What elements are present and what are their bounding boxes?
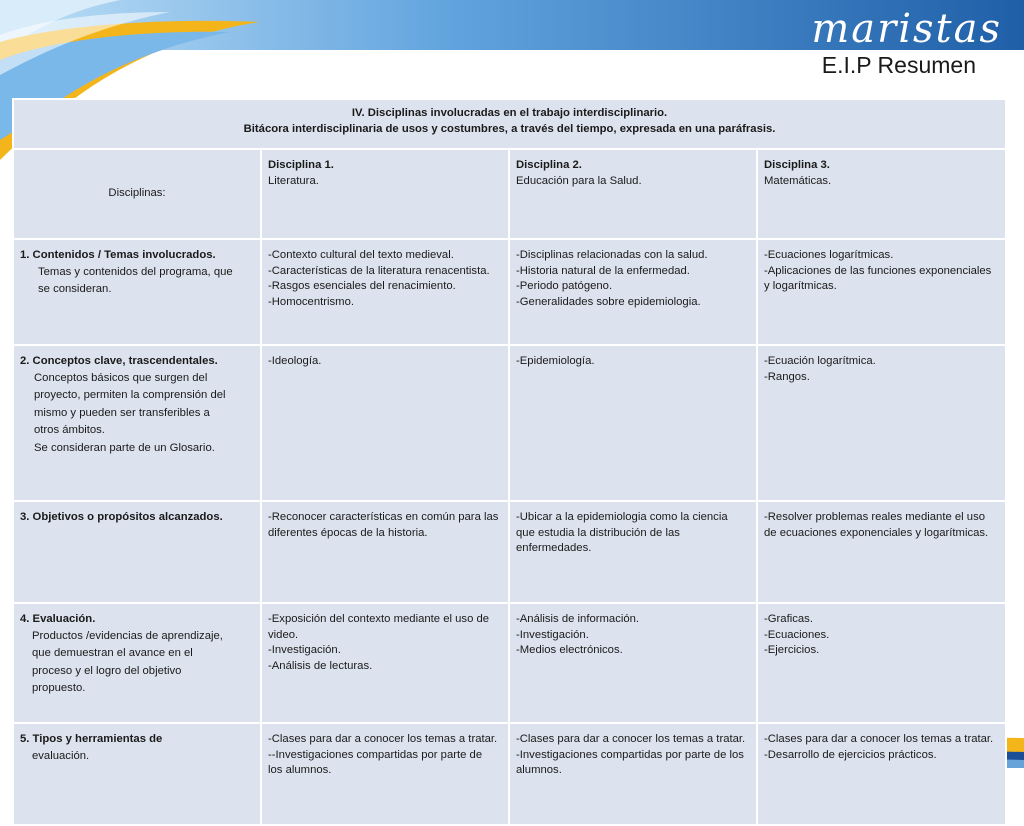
row-label-cell xyxy=(13,239,261,345)
discipline-1-cell xyxy=(261,603,509,723)
discipline-3-subject: Matemáticas. xyxy=(764,174,832,187)
discipline-3-cell xyxy=(757,723,1006,825)
cell-line: alumnos. xyxy=(516,764,562,776)
cell-line: que estudia la distribución de las xyxy=(516,526,680,539)
cell-line: -Ecuación logarítmica. xyxy=(764,355,876,367)
table-row xyxy=(13,723,1006,825)
discipline-1-cell xyxy=(261,239,509,345)
row-description-line: propuesto. xyxy=(32,682,86,694)
table-heading-row xyxy=(13,99,1006,149)
row-label-cell xyxy=(13,501,261,603)
disciplinas-label: Disciplinas: xyxy=(13,149,261,239)
discipline-1-subject: Literatura. xyxy=(268,174,319,187)
cell-line: -Análisis de información. xyxy=(516,613,640,625)
discipline-1-cell xyxy=(261,723,509,825)
row-description-line: proyecto, permiten la comprensión del xyxy=(34,389,226,401)
discipline-3-name: Disciplina 3. xyxy=(764,159,830,171)
row-description-line: evaluación. xyxy=(32,749,90,762)
table-row xyxy=(13,239,1006,345)
cell-line: -Investigación. xyxy=(268,644,341,656)
table-row xyxy=(13,603,1006,723)
table-row xyxy=(13,345,1006,501)
cell-line: enfermedades. xyxy=(516,542,592,554)
cell-line: -Disciplinas relacionadas con la salud. xyxy=(516,249,708,261)
cell-line: de ecuaciones exponenciales y logarítmicas. xyxy=(764,526,989,539)
row-title: 3. Objetivos o propósitos alcanzados. xyxy=(20,511,223,523)
cell-line: -Características de la literatura renacentista. xyxy=(268,264,490,277)
disciplines-header-row xyxy=(13,149,1006,239)
cell-line: -Resolver problemas reales mediante el uso xyxy=(764,511,986,523)
row-description-line: proceso y el logro del objetivo xyxy=(32,664,182,677)
row-label-cell xyxy=(13,723,261,825)
discipline-1-name: Disciplina 1. xyxy=(268,159,334,171)
cell-line: -Investigaciones compartidas por parte de los xyxy=(516,748,744,761)
cell-line: -Periodo patógeno. xyxy=(516,280,613,292)
discipline-2-cell xyxy=(509,723,757,825)
table-heading xyxy=(13,99,1006,149)
row-title: 4. Evaluación. xyxy=(20,613,96,625)
row-description-line: se consideran. xyxy=(38,283,112,295)
cell-line: -Ecuaciones logarítmicas. xyxy=(764,249,894,261)
discipline-1-cell xyxy=(261,345,509,501)
table-row xyxy=(13,501,1006,603)
discipline-2-name: Disciplina 2. xyxy=(516,159,582,171)
row-label-cell xyxy=(13,603,261,723)
row-description-line: mismo y pueden ser transferibles a xyxy=(34,406,210,419)
summary-table-container xyxy=(12,98,1005,826)
cell-line: -Rangos. xyxy=(764,370,810,383)
cell-line: -Investigación. xyxy=(516,628,589,641)
row-description-line: Productos /evidencias de aprendizaje, xyxy=(32,629,223,642)
cell-line: -Historia natural de la enfermedad. xyxy=(516,264,690,277)
discipline-2-header xyxy=(509,149,757,239)
cell-line: -Clases para dar a conocer los temas a tratar. xyxy=(764,733,994,745)
slide-title: E.I.P Resumen xyxy=(821,52,976,78)
row-title: 5. Tipos y herramientas de xyxy=(20,733,163,745)
heading-line-2: Bitácora interdisciplinaria de usos y costumbres, a través del tiempo, expresada en una paráfrasis. xyxy=(243,122,776,135)
cell-line: video. xyxy=(268,628,299,641)
cell-line: -Exposición del contexto mediante el uso de xyxy=(268,613,490,625)
discipline-2-cell xyxy=(509,603,757,723)
cell-line: -Análisis de lecturas. xyxy=(268,659,373,672)
cell-line: los alumnos. xyxy=(268,764,332,776)
cell-line: -Rasgos esenciales del renacimiento. xyxy=(268,280,456,292)
cell-line: -Desarrollo de ejercicios prácticos. xyxy=(764,748,937,761)
cell-line: -Clases para dar a conocer los temas a tratar. xyxy=(516,733,746,745)
row-description-line: Conceptos básicos que surgen del xyxy=(34,371,208,384)
maristas-logo: maristas xyxy=(811,6,1002,52)
cell-line: -Homocentrismo. xyxy=(268,295,355,308)
row-label-cell xyxy=(13,345,261,501)
discipline-2-cell xyxy=(509,345,757,501)
cell-line: -Ubicar a la epidemiologia como la ciencia xyxy=(516,511,728,523)
cell-line: -Contexto cultural del texto medieval. xyxy=(268,249,454,261)
row-description-line: que demuestran el avance en el xyxy=(32,647,193,659)
discipline-2-subject: Educación para la Salud. xyxy=(516,174,642,187)
cell-line: -Clases para dar a conocer los temas a tratar. xyxy=(268,733,498,745)
cell-line: -Graficas. xyxy=(764,613,813,625)
row-title: 1. Contenidos / Temas involucrados. xyxy=(20,249,216,261)
cell-line: diferentes épocas de la historia. xyxy=(268,526,428,539)
cell-line: -Ideología. xyxy=(268,355,322,367)
row-description-line: Se consideran parte de un Glosario. xyxy=(34,441,215,454)
cell-line: -Generalidades sobre epidemiologia. xyxy=(516,295,701,308)
summary-table xyxy=(12,98,1007,826)
cell-line: -Reconocer características en común para las xyxy=(268,511,499,523)
discipline-2-cell xyxy=(509,239,757,345)
cell-line: -Epidemiología. xyxy=(516,355,595,367)
discipline-3-cell xyxy=(757,345,1006,501)
discipline-3-header xyxy=(757,149,1006,239)
discipline-1-header xyxy=(261,149,509,239)
row-description-line: Temas y contenidos del programa, que xyxy=(38,265,233,278)
cell-line: -Ejercicios. xyxy=(764,644,820,656)
discipline-3-cell xyxy=(757,603,1006,723)
discipline-3-cell xyxy=(757,239,1006,345)
row-description-line: otros ámbitos. xyxy=(34,424,105,436)
cell-line: -Medios electrónicos. xyxy=(516,644,623,656)
cell-line: --Investigaciones compartidas por parte de xyxy=(268,748,483,761)
cell-line: -Aplicaciones de las funciones exponenciales xyxy=(764,264,992,277)
row-title: 2. Conceptos clave, trascendentales. xyxy=(20,355,218,367)
discipline-1-cell xyxy=(261,501,509,603)
cell-line: y logarítmicas. xyxy=(764,280,837,292)
cell-line: -Ecuaciones. xyxy=(764,628,830,641)
discipline-2-cell xyxy=(509,501,757,603)
discipline-3-cell xyxy=(757,501,1006,603)
heading-line-1: IV. Disciplinas involucradas en el trabajo interdisciplinario. xyxy=(351,107,668,119)
